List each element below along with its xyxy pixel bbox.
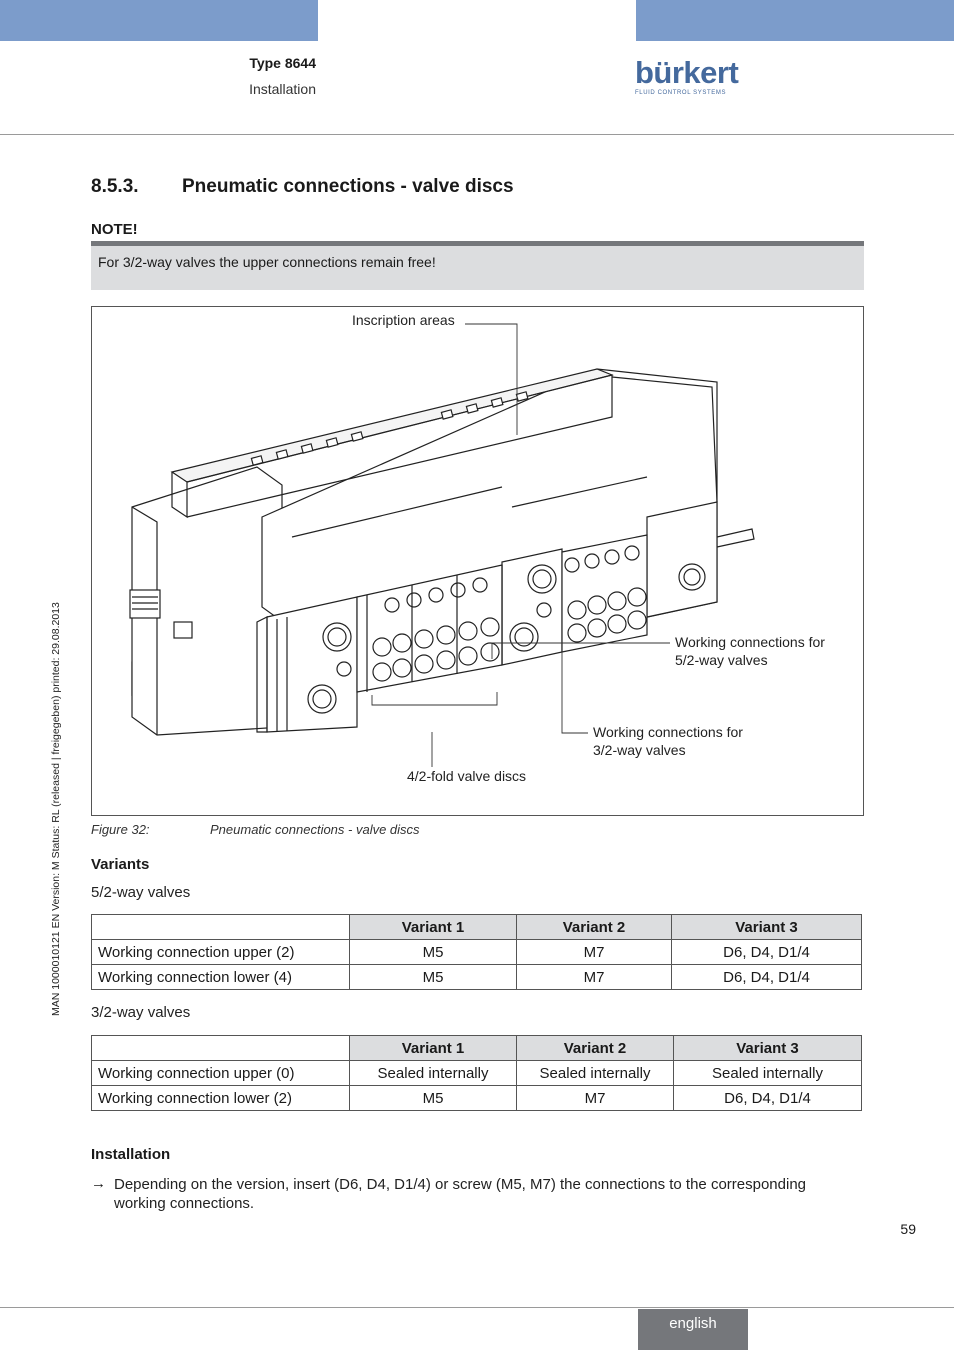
variants-table-52 [91, 914, 862, 990]
table-row: Working connection lower (2) M5 M7 D6, D4, D1/4 [92, 1086, 862, 1111]
table-52-title: 5/2-way valves [91, 884, 191, 901]
table-row: Working connection upper (2) M5 M7 D6, D4, D1/4 [92, 940, 862, 965]
section-number: 8.5.3. [91, 176, 139, 197]
figure-caption: Figure 32: Pneumatic connections - valve discs [91, 822, 420, 837]
table-row: Working connection lower (4) M5 M7 D6, D4, D1/4 [92, 965, 862, 990]
installation-heading: Installation [91, 1146, 171, 1163]
header-bar-right [636, 0, 954, 41]
header-divider [0, 134, 954, 135]
note-title: NOTE! [91, 221, 138, 238]
document-metadata: MAN 1000010121 EN Version: M Status: RL (released | freigegeben) printed: 29.08.2013 [50, 602, 62, 1016]
chapter-name: Installation [249, 81, 316, 97]
header-bar-left [0, 0, 318, 41]
variants-table-32 [91, 1035, 862, 1111]
label-working-connections-52: Working connections for 5/2-way valves [675, 634, 825, 668]
note-box [91, 241, 864, 290]
burkert-logo: bürkert FLUID CONTROL SYSTEMS [635, 55, 739, 96]
section-heading [91, 176, 514, 198]
note-text: For 3/2-way valves the upper connections remain free! [98, 254, 436, 270]
section-title: Pneumatic connections - valve discs [182, 176, 514, 197]
language-tab: english [638, 1309, 748, 1350]
arrow-icon: → [91, 1175, 106, 1192]
table-header-row: Variant 1 Variant 2 Variant 3 [92, 915, 862, 940]
table-header-row: Variant 1 Variant 2 Variant 3 [92, 1036, 862, 1061]
label-inscription-areas: Inscription areas [352, 312, 455, 328]
valve-figure [91, 306, 864, 816]
table-row: Working connection upper (0) Sealed internally Sealed internally Sealed internally [92, 1061, 862, 1086]
page-number: 59 [900, 1221, 916, 1237]
valve-island-drawing [92, 307, 863, 815]
table-32-title: 3/2-way valves [91, 1004, 191, 1021]
footer-divider [0, 1307, 954, 1308]
variants-heading: Variants [91, 856, 150, 873]
document-type: Type 8644 [249, 55, 316, 71]
installation-instruction: Depending on the version, insert (D6, D4, D1/4) or screw (M5, M7) the connections to the corresponding working connections. [114, 1176, 807, 1212]
label-valve-discs: 4/2-fold valve discs [407, 768, 527, 784]
label-working-connections-32: Working connections for 3/2-way valves [593, 724, 743, 758]
